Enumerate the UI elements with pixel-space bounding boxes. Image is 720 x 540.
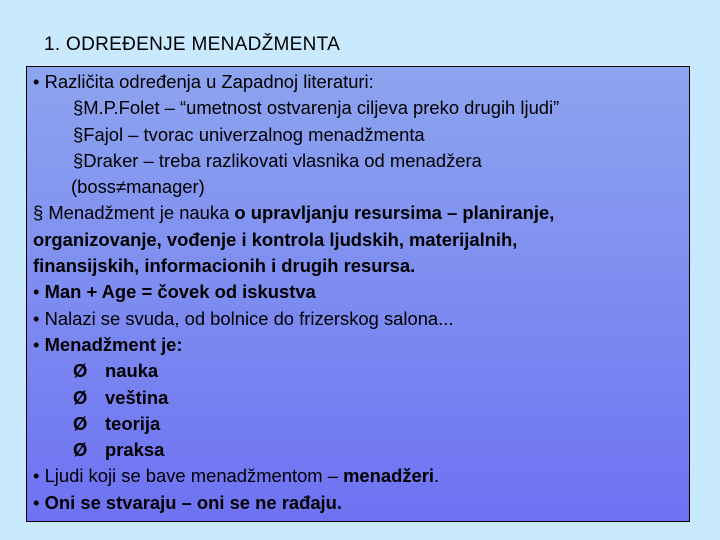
line-text-bold: o upravljanju resursima – planiranje, <box>234 202 555 224</box>
line-text-bold: teorija <box>105 412 161 434</box>
line-text: (boss≠manager) <box>71 176 205 198</box>
line-text-bold: praksa <box>105 439 165 461</box>
slide-title: 1. ODREĐENJE MENADŽMENTA <box>44 34 341 55</box>
bullet-line-literature <box>33 69 689 95</box>
bullet-line-managers <box>33 463 689 489</box>
arrow-item-nauka <box>33 358 689 384</box>
arrow-bullet-icon: Ø <box>73 439 88 461</box>
line-text: . <box>434 465 440 487</box>
line-text-bold: Man + Age = čovek od iskustva <box>44 281 316 303</box>
arrow-bullet-icon: Ø <box>73 386 88 408</box>
line-text-bold: menadžeri <box>343 465 435 487</box>
arrow-item-vestina <box>33 385 689 411</box>
line-text-bold: Oni se stvaraju – oni se ne rađaju. <box>44 491 343 513</box>
bullet-icon: • <box>33 465 40 487</box>
sub-item-folet <box>33 95 689 121</box>
definition-line <box>33 200 689 226</box>
sub-item-draker <box>33 148 689 174</box>
bullet-icon: • <box>33 491 40 513</box>
arrow-bullet-icon: Ø <box>73 412 88 434</box>
bullet-line-made <box>33 490 689 516</box>
sub-item-fajol <box>33 122 689 148</box>
line-text-bold: Menadžment je: <box>44 333 183 355</box>
arrow-item-teorija <box>33 411 689 437</box>
line-text-bold: veština <box>105 386 169 408</box>
square-bullet-icon: § <box>73 149 84 171</box>
bullet-icon: • <box>33 333 40 355</box>
square-bullet-icon: § <box>33 202 44 224</box>
line-text: Menadžment je nauka <box>48 202 235 224</box>
line-text: Različita određenja u Zapadnoj literaturi: <box>44 71 374 92</box>
line-text: M.P.Folet – “umetnost ostvarenja ciljeva preko drugih ljudi” <box>83 97 560 119</box>
square-bullet-icon: § <box>73 123 84 145</box>
content-box <box>26 66 690 522</box>
definition-cont-1: organizovanje, vođenje i kontrola ljudskih, materijalnih, <box>33 228 518 250</box>
square-bullet-icon: § <box>73 97 84 119</box>
definition-cont-2: finansijskih, informacionih i drugih resursa. <box>33 255 416 277</box>
bullet-line-everywhere <box>33 306 689 332</box>
bullet-line-management-is <box>33 332 689 358</box>
sub-item-draker-cont <box>33 174 689 200</box>
bullet-icon: • <box>33 281 40 303</box>
line-text-bold: nauka <box>105 360 159 382</box>
line-text: Nalazi se svuda, od bolnice do frizerskog salona... <box>44 307 454 329</box>
line-text: Fajol – tvorac univerzalnog menadžmenta <box>83 123 425 145</box>
arrow-item-praksa <box>33 437 689 463</box>
bullet-icon: • <box>33 307 40 329</box>
bullet-icon: • <box>33 71 40 92</box>
line-text: Draker – treba razlikovati vlasnika od menadžera <box>83 149 482 171</box>
bullet-line-man-age <box>33 279 689 305</box>
arrow-bullet-icon: Ø <box>73 360 88 382</box>
line-text: Ljudi koji se bave menadžmentom – <box>44 465 344 487</box>
